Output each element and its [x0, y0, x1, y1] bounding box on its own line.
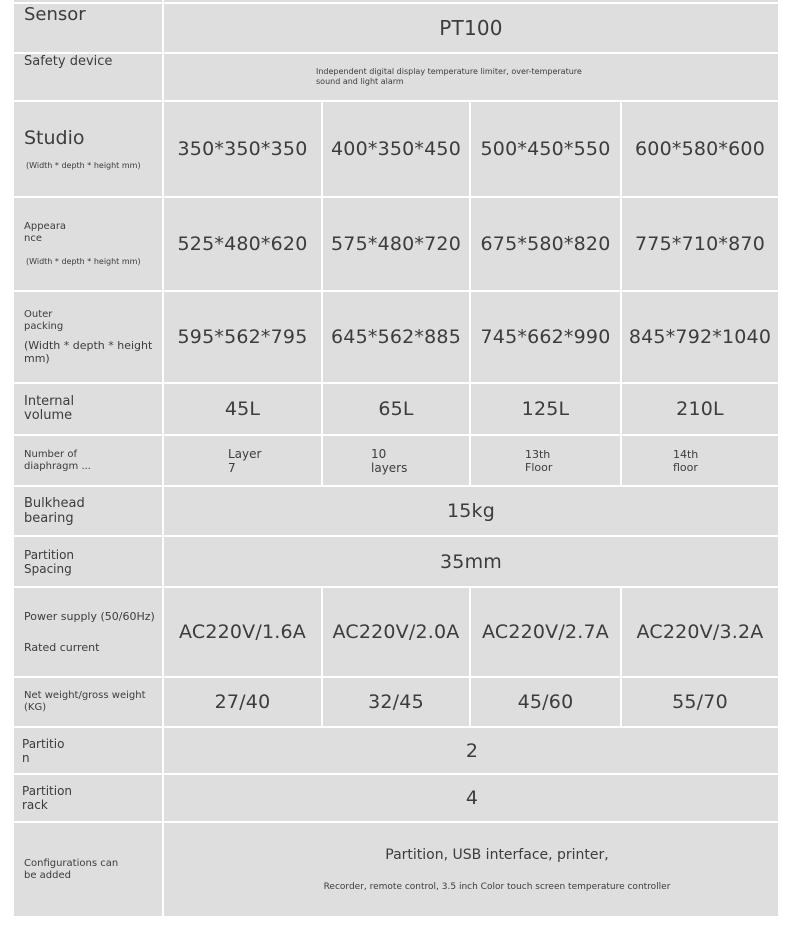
power-supply-value: AC220V/2.7A: [481, 621, 609, 643]
studio-value: 400*350*450: [331, 138, 461, 160]
studio-label-title: Studio: [24, 127, 85, 149]
partition-spacing-label-line1: Partition: [24, 547, 75, 562]
diaphragm-value: [525, 436, 620, 485]
partition-value: 2: [465, 739, 479, 762]
bulkhead-bearing-value: 15kg: [446, 500, 496, 522]
power-supply-value: AC220V/3.2A: [636, 621, 764, 643]
partition-label-line1: Partitio: [22, 736, 65, 751]
net-weight-value: 27/40: [214, 691, 271, 713]
diaphragm-value-line1: 10: [371, 446, 387, 461]
studio-value: 600*580*600: [635, 138, 765, 160]
outer-packing-label-line1: Outer: [24, 309, 53, 320]
power-supply-label-line2: Rated current: [24, 641, 100, 654]
configurations-label-line2: be added: [24, 869, 72, 881]
outer-packing-units-line1: (Width * depth * height: [24, 339, 153, 352]
net-weight-value: 45/60: [517, 691, 574, 713]
internal-volume-label-line2: volume: [24, 408, 73, 423]
power-supply-label-line1: Power supply (50/60Hz): [24, 610, 155, 623]
appearance-label-line1: Appeara: [24, 221, 67, 232]
safety-device-line1: Independent digital display temperature limiter, over-temperature: [316, 67, 582, 76]
appearance-value: 525*480*620: [177, 233, 308, 255]
studio-value: 500*450*550: [480, 138, 611, 160]
diaphragm-value: [371, 436, 469, 485]
diaphragm-value-line2: layers: [371, 460, 408, 475]
appearance-label-line2: nce: [24, 233, 42, 244]
diaphragm-value-line2: floor: [673, 460, 698, 474]
outer-packing-label: [14, 292, 162, 382]
partition-label: [14, 728, 162, 773]
safety-device-value: [164, 54, 778, 100]
partition-spacing-value: 35mm: [440, 550, 502, 573]
appearance-value: 575*480*720: [331, 233, 461, 255]
net-weight-value: 32/45: [368, 691, 424, 713]
net-weight-value: 55/70: [672, 691, 728, 713]
bulkhead-bearing-label: [14, 487, 162, 535]
appearance-value: 775*710*870: [635, 233, 765, 255]
internal-volume-value: 125L: [521, 398, 570, 420]
bulkhead-bearing-label-line1: Bulkhead: [24, 496, 85, 511]
internal-volume-value: 45L: [224, 398, 261, 420]
diaphragm-value-line1: 14th: [673, 447, 699, 461]
diaphragm-value: [673, 436, 778, 485]
net-weight-label-line1: Net weight/gross weight: [24, 690, 146, 701]
internal-volume-value: 65L: [378, 398, 414, 420]
configurations-label-line1: Configurations can: [24, 857, 119, 869]
power-supply-label: [14, 588, 162, 676]
diaphragm-value-line1: 13th: [525, 447, 551, 461]
appearance-label-units: (Width * depth * height mm): [26, 257, 141, 266]
outer-packing-value: 845*792*1040: [628, 326, 772, 348]
sensor-value: PT100: [439, 16, 503, 40]
diaphragm-label-line1: Number of: [24, 448, 77, 460]
outer-packing-value: 595*562*795: [177, 326, 308, 348]
net-weight-label-line2: (KG): [24, 702, 47, 713]
internal-volume-label: [14, 384, 162, 434]
appearance-label: [14, 198, 162, 290]
partition-rack-value: 4: [465, 787, 479, 809]
diaphragm-label: [14, 436, 162, 485]
configurations-value: [164, 823, 778, 916]
safety-device-line2: sound and light alarm: [316, 77, 404, 86]
safety-device-label: Safety device: [24, 54, 113, 69]
partition-rack-label-line1: Partition: [22, 784, 73, 798]
outer-packing-units-line2: mm): [24, 352, 50, 365]
configurations-label: [14, 823, 162, 916]
internal-volume-label-line1: Internal: [24, 394, 75, 409]
appearance-value: 675*580*820: [480, 233, 611, 255]
studio-label: [14, 102, 162, 196]
outer-packing-value: 645*562*885: [331, 326, 461, 348]
outer-packing-value: 745*662*990: [480, 326, 611, 348]
net-weight-label: [14, 678, 162, 726]
outer-packing-label-line2: packing: [24, 321, 64, 332]
studio-label-units: (Width * depth * height mm): [26, 161, 141, 170]
power-supply-value: AC220V/1.6A: [178, 621, 306, 643]
configurations-value-line2: Recorder, remote control, 3.5 inch Color touch screen temperature controller: [323, 882, 671, 892]
spec-table: [14, 0, 778, 916]
power-supply-value: AC220V/2.0A: [332, 621, 460, 643]
bulkhead-bearing-label-line2: bearing: [24, 511, 74, 526]
partition-label-line2: n: [22, 750, 30, 765]
configurations-value-line1: Partition, USB interface, printer,: [385, 847, 609, 863]
diaphragm-value-line2: 7: [228, 460, 236, 475]
partition-spacing-label: [14, 537, 162, 586]
diaphragm-value-line1: Layer: [228, 446, 262, 461]
sensor-label: Sensor: [24, 4, 86, 25]
partition-rack-label-line2: rack: [22, 798, 48, 812]
diaphragm-value: [228, 436, 321, 485]
diaphragm-label-line2: diaphragm ...: [24, 460, 91, 472]
diaphragm-value-line2: Floor: [525, 460, 553, 474]
partition-rack-label: [14, 775, 162, 821]
studio-value: 350*350*350: [177, 138, 308, 160]
internal-volume-value: 210L: [676, 398, 724, 420]
partition-spacing-label-line2: Spacing: [24, 561, 72, 576]
